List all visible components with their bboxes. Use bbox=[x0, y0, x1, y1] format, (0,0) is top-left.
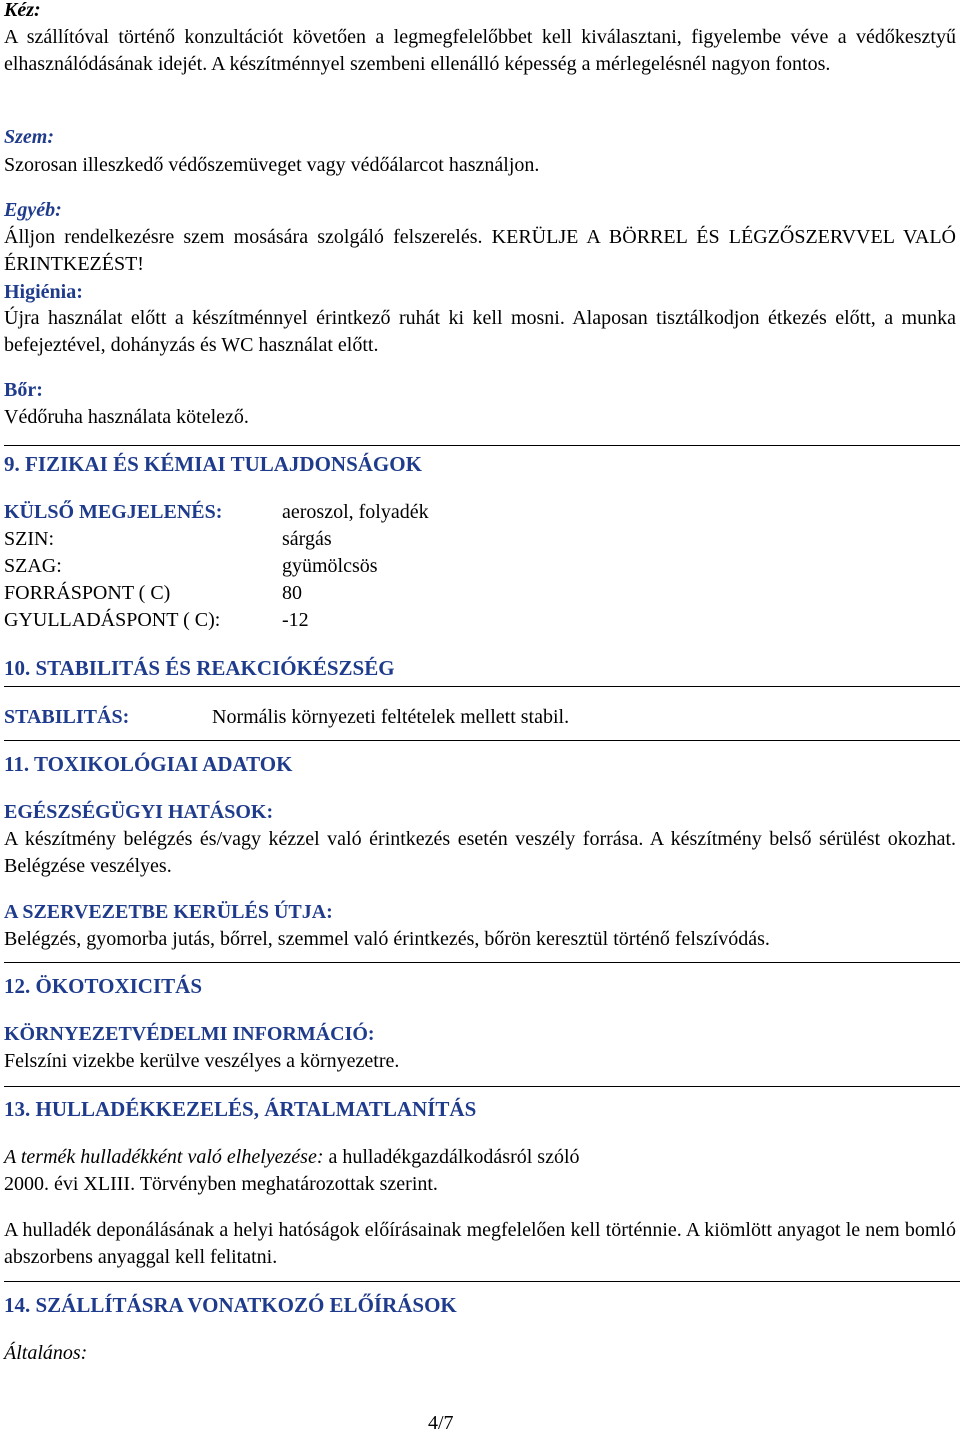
higienia-heading: Higiénia: bbox=[4, 281, 83, 303]
property-value: gyümölcsös bbox=[282, 555, 378, 577]
divider bbox=[4, 686, 960, 687]
exposure-route-text: Belégzés, gyomorba jutás, bőrrel, szemmel való érintkezés, bőrön keresztül történő felszívódás. bbox=[4, 928, 770, 950]
property-label: SZAG: bbox=[4, 555, 62, 577]
property-value: 80 bbox=[282, 582, 302, 604]
property-label: KÜLSŐ MEGJELENÉS: bbox=[4, 501, 223, 523]
kez-heading: Kéz: bbox=[4, 0, 41, 21]
szem-text: Szorosan illeszkedő védőszemüveget vagy védőálarcot használjon. bbox=[4, 154, 540, 176]
bor-heading: Bőr: bbox=[4, 379, 43, 401]
section-13-title: 13. HULLADÉKKEZELÉS, ÁRTALMATLANÍTÁS bbox=[4, 1097, 477, 1121]
egyeb-text: Álljon rendelkezésre szem mosására szolgáló felszerelés. KERÜLJE A BÖRREL ÉS LÉGZŐSZERVVEL VALÓ ÉRINTKEZÉST! bbox=[4, 226, 956, 275]
section-11-title: 11. TOXIKOLÓGIAI ADATOK bbox=[4, 752, 293, 776]
health-effects-heading: EGÉSZSÉGÜGYI HATÁSOK: bbox=[4, 801, 274, 823]
property-value: -12 bbox=[282, 609, 309, 631]
divider bbox=[4, 740, 960, 741]
divider bbox=[4, 445, 960, 446]
landfill-text: A hulladék deponálásának a helyi hatóságok előírásainak megfelelően kell történnie. A kiömlött anyagot le nem bomló abszorbens anyaggal kell felitatni. bbox=[4, 1219, 956, 1268]
property-row bbox=[4, 553, 62, 580]
property-row bbox=[4, 499, 222, 526]
property-label: SZIN: bbox=[4, 528, 54, 550]
environment-text: Felszíni vizekbe kerülve veszélyes a környezetre. bbox=[4, 1050, 400, 1072]
property-value: sárgás bbox=[282, 528, 332, 550]
disposal-text-line-2: 2000. évi XLIII. Törvényben meghatározottak szerint. bbox=[4, 1173, 438, 1195]
section-9-title: 9. FIZIKAI ÉS KÉMIAI TULAJDONSÁGOK bbox=[4, 452, 422, 476]
bor-text: Védőruha használata kötelező. bbox=[4, 406, 249, 428]
divider bbox=[4, 962, 960, 963]
exposure-route-heading: A SZERVEZETBE KERÜLÉS ÚTJA: bbox=[4, 901, 333, 923]
property-label: FORRÁSPONT ( C) bbox=[4, 582, 171, 604]
kez-text: A szállítóval történő konzultációt követően a legmegfelelőbbet kell kiválasztani, figyelembe véve a védőkesztyű elhasználódásának idejét. A készítménnyel szembeni ellenálló képesség a mérlegelésnél nagyon fontos. bbox=[4, 26, 956, 75]
property-row bbox=[4, 526, 54, 553]
environment-heading: KÖRNYEZETVÉDELMI INFORMÁCIÓ: bbox=[4, 1023, 375, 1045]
section-14-title: 14. SZÁLLÍTÁSRA VONATKOZÓ ELŐÍRÁSOK bbox=[4, 1293, 457, 1317]
property-label: GYULLADÁSPONT ( C): bbox=[4, 609, 221, 631]
property-row bbox=[4, 607, 220, 634]
higienia-text: Újra használat előtt a készítménnyel érintkező ruhát ki kell mosni. Alaposan tisztálkodjon étkezés előtt, a munka befejeztével, dohányzás és WC használat előtt. bbox=[4, 307, 956, 356]
divider bbox=[4, 1281, 960, 1282]
disposal-label: A termék hulladékként való elhelyezése: bbox=[4, 1146, 324, 1168]
page-number: 4/7 bbox=[428, 1412, 454, 1434]
property-value: aeroszol, folyadék bbox=[282, 501, 429, 523]
general-label: Általános: bbox=[4, 1342, 88, 1364]
disposal-text: a hulladékgazdálkodásról szóló bbox=[323, 1146, 580, 1168]
divider bbox=[4, 1086, 960, 1087]
stability-value: Normális környezeti feltételek mellett stabil. bbox=[212, 706, 570, 728]
stability-label: STABILITÁS: bbox=[4, 706, 130, 728]
health-effects-text: A készítmény belégzés és/vagy kézzel való érintkezés esetén veszély forrása. A készítmény belső sérülést okozhat. Belégzése veszélyes. bbox=[4, 828, 956, 877]
egyeb-heading: Egyéb: bbox=[4, 199, 62, 221]
section-12-title: 12. ÖKOTOXICITÁS bbox=[4, 974, 202, 998]
section-10-title: 10. STABILITÁS ÉS REAKCIÓKÉSZSÉG bbox=[4, 656, 395, 680]
property-row bbox=[4, 580, 170, 607]
disposal-paragraph bbox=[4, 1144, 956, 1171]
szem-heading: Szem: bbox=[4, 126, 54, 148]
